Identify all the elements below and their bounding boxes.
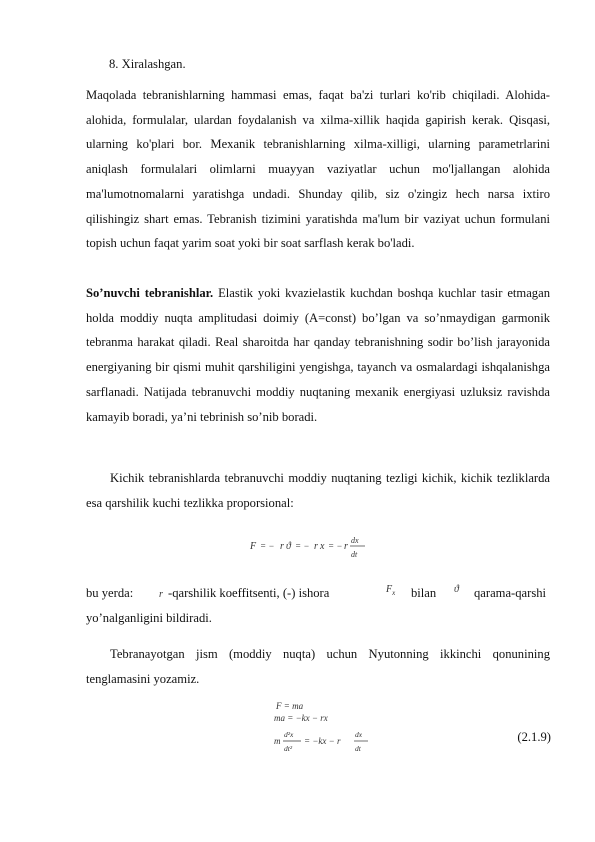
formula1-eq1: = −	[260, 541, 275, 551]
formula2-line3-num2: dx	[355, 730, 363, 739]
paragraph-newton: Tebranayotgan jism (moddiy nuqta) uchun Nyutonning ikkinchi qonunining tenglamasini yozamiz.	[86, 647, 550, 686]
formula1-x: x	[320, 541, 325, 552]
formula1-den: dt	[351, 550, 358, 559]
formula2-line3-den: dt²	[284, 744, 293, 753]
formula2-line1: F = ma	[276, 701, 304, 711]
paragraph-intro: Maqolada tebranishlarning hammasi emas, faqat ba'zi turlari ko'rib chiqiladi. Alohida-alohida, formulalar, ulardan foydalanish va xilma-xillik haqida gapirish kerak. Qisqasi, ularning ko'plari bor. Mexanik tebranishlarning xilma-xilligi, ularning parametrlarini aniqlash formulalari olimlarni muayyan vaziyatlar uchun mo'ljallangan alohida ma'lumotnomalarni yaratishga undadi. Shunday qilib, siz o'zingiz hech narsa ixtiro qilishingiz shart emas. Tebranish tizimini yaratishda ma'lum bir vaziyat uchun formulani topish uchun faqat yarim soat yoki bir soat sarflash kerak bo'ladi.	[86, 88, 550, 251]
where-mid2: bilan	[411, 586, 437, 600]
formula2-line3-lhs: m	[274, 736, 281, 746]
formula2-line3-den2: dt	[355, 744, 361, 753]
where-start: bu yerda:	[86, 586, 134, 600]
paragraph-small-oscillations: Kichik tebranishlarda tebranuvchi moddiy nuqtaning tezligi kichik, kichik tezliklarda esa qarshilik kuchi tezlikka proporsional:	[86, 471, 550, 510]
formula1-num: dx	[351, 536, 359, 545]
where-end: qarama-qarshi	[474, 586, 547, 600]
symbol-F: $F_x$	[386, 584, 396, 597]
formula-newton-equation	[274, 700, 384, 764]
paragraph-damped-oscillations	[86, 281, 550, 429]
list-item: 8. Xiralashgan.	[109, 57, 186, 71]
paragraph-body: Elastik yoki kvazielastik kuchdan boshqa kuchlar tasir etmagan holda moddiy nuqta amplitudasi doimiy (A=const) bo’lgan va so’nmaydigan garmonik tebranma harakat qiladi. Real sharoitda har qanday tebranishning sodir bo’lish jarayonida energiyaning bir qismi muhit qarshiligini yengishga, tayanch va osmalardagi ishqalanishga sarflanadi. Natijada tebranuvchi moddiy nuqtaning mexanik energiyasi uzluksiz ravishda kamayib boradi, ya’ni tebrinish so’nib boradi.	[86, 286, 550, 424]
symbol-F-sub: x	[392, 589, 396, 597]
formula1-eq2: = −	[295, 541, 310, 551]
formula-resistance-force	[248, 532, 368, 566]
equation-number: (2.1.9)	[517, 730, 551, 744]
where-mid1: -qarshilik koeffitsenti, (-) ishora	[168, 586, 330, 600]
formula2-line2: ma = −kx − rx	[274, 713, 328, 723]
section-heading: So’nuvchi tebranishlar.	[86, 286, 214, 300]
formula1-r3: r	[344, 541, 348, 552]
formula1-r2: r	[314, 541, 318, 552]
formula1-v: ϑ	[286, 541, 291, 552]
formula1-eq3: = −	[328, 541, 343, 551]
symbol-r: r	[159, 589, 163, 600]
formula1-lhs: F	[250, 541, 257, 552]
formula2-line3-mid: = −kx − r	[304, 736, 341, 746]
formula2-line3-num: d²x	[284, 730, 294, 739]
paragraph-where-line2: yo’nalganligini bildiradi.	[86, 611, 212, 625]
formula1-r1: r	[280, 541, 284, 552]
symbol-v: ϑ	[454, 584, 459, 595]
